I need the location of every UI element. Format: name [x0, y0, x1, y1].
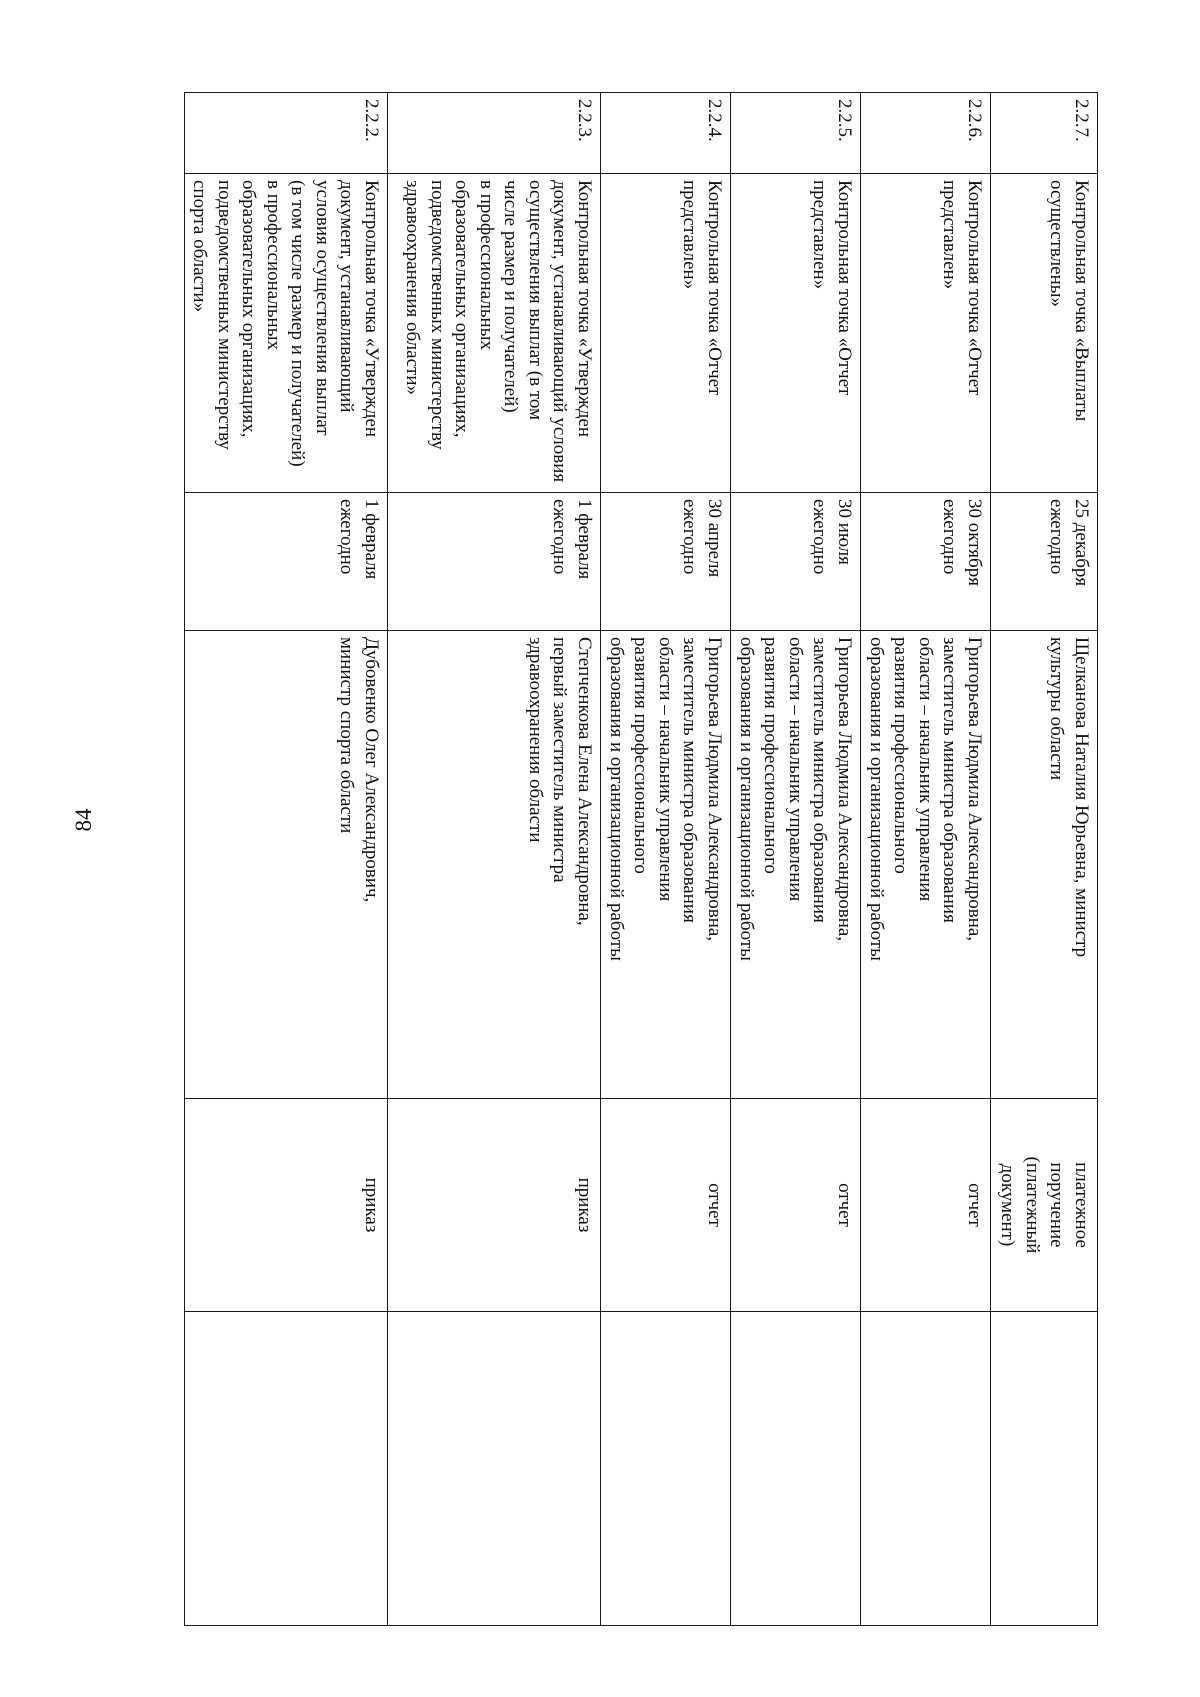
event-cell — [185, 174, 388, 493]
event-cell — [601, 174, 731, 493]
row-number-cell — [388, 93, 601, 174]
row-number: 2.2.3. — [574, 99, 595, 142]
page-number-text: 84 — [71, 808, 96, 832]
table-row — [731, 93, 861, 1626]
event-cell — [861, 174, 991, 493]
date-text: 30 октября ежегодно — [939, 499, 985, 586]
row-number-cell — [861, 93, 991, 174]
document-type-cell — [731, 1099, 861, 1312]
empty-cell — [991, 1312, 1098, 1626]
empty-cell — [601, 1312, 731, 1626]
date-text: 30 июля ежегодно — [809, 499, 855, 575]
responsible-cell — [731, 631, 861, 1099]
table-row — [601, 93, 731, 1626]
responsible-text: Григорьева Людмила Александровна, заместитель министра образования области – начальник управления развития профессионального образования и организационной работы — [736, 637, 855, 961]
row-number: 2.2.5. — [834, 99, 855, 142]
empty-cell — [861, 1312, 991, 1626]
row-number: 2.2.2. — [361, 99, 382, 142]
event-text: Контрольная точка «Утвержден документ, устанавливающий условия осуществления выплат (в том числе размер и получателей) в профессиональных образовательных организациях, подведомственных министерству спорта области» — [189, 180, 382, 467]
document-type-text: платежное поручение (платежный документ) — [997, 1156, 1092, 1254]
empty-cell — [185, 1312, 388, 1626]
responsible-text: Григорьева Людмила Александровна, заместитель министра образования области – начальник управления развития профессионального образования и организационной работы — [866, 637, 985, 961]
date-text: 1 февраля ежегодно — [549, 499, 595, 580]
event-cell — [731, 174, 861, 493]
document-type-text: отчет — [834, 1183, 855, 1227]
date-cell — [991, 493, 1098, 631]
row-number-cell — [991, 93, 1098, 174]
event-text: Контрольная точка «Утвержден документ, устанавливающий условия осуществления выплат (в том числе размер и получателей) в профессиональных образовательных организациях, подведомственных министерству здравоохранения области» — [402, 180, 595, 483]
row-number: 2.2.7. — [1071, 99, 1092, 142]
plan-table — [184, 92, 1098, 1626]
date-cell — [601, 493, 731, 631]
row-number: 2.2.6. — [964, 99, 985, 142]
responsible-cell — [991, 631, 1098, 1099]
document-type-text: отчет — [964, 1183, 985, 1227]
date-text: 30 апреля ежегодно — [679, 499, 725, 578]
document-type-cell — [388, 1099, 601, 1312]
document-type-cell — [991, 1099, 1098, 1312]
responsible-text: Щелканова Наталия Юрьевна, министр культуры области — [1046, 637, 1092, 958]
empty-cell — [388, 1312, 601, 1626]
responsible-cell — [601, 631, 731, 1099]
event-text: Контрольная точка «Отчет представлен» — [679, 180, 725, 396]
event-cell — [991, 174, 1098, 493]
table-row — [991, 93, 1098, 1626]
row-number-cell — [601, 93, 731, 174]
date-cell — [861, 493, 991, 631]
document-type-text: отчет — [704, 1183, 725, 1227]
empty-cell — [731, 1312, 861, 1626]
responsible-text: Григорьева Людмила Александровна, заместитель министра образования области – начальник управления развития профессионального образования и организационной работы — [606, 637, 725, 961]
responsible-cell — [861, 631, 991, 1099]
document-type-cell — [861, 1099, 991, 1312]
page-number — [64, 800, 104, 840]
table-row — [388, 93, 601, 1626]
event-text: Контрольная точка «Выплаты осуществлены» — [1046, 180, 1092, 422]
row-number-cell — [731, 93, 861, 174]
event-text: Контрольная точка «Отчет представлен» — [809, 180, 855, 396]
event-cell — [388, 174, 601, 493]
responsible-text: Степченкова Елена Александровна, первый заместитель министра здравоохранения области — [525, 637, 595, 926]
date-cell — [388, 493, 601, 631]
row-number: 2.2.4. — [704, 99, 725, 142]
table-row — [185, 93, 388, 1626]
date-text: 1 февраля ежегодно — [336, 499, 382, 580]
document-type-cell — [601, 1099, 731, 1312]
responsible-text: Дубовенко Олег Александрович, министр спорта области — [336, 637, 382, 903]
responsible-cell — [388, 631, 601, 1099]
rotated-table-container — [189, 92, 1098, 1547]
document-type-text: приказ — [361, 1177, 382, 1233]
document-type-cell — [185, 1099, 388, 1312]
document-type-text: приказ — [574, 1177, 595, 1233]
date-cell — [185, 493, 388, 631]
row-number-cell — [185, 93, 388, 174]
date-cell — [731, 493, 861, 631]
event-text: Контрольная точка «Отчет представлен» — [939, 180, 985, 396]
responsible-cell — [185, 631, 388, 1099]
table-row — [861, 93, 991, 1626]
date-text: 25 декабря ежегодно — [1046, 499, 1092, 587]
